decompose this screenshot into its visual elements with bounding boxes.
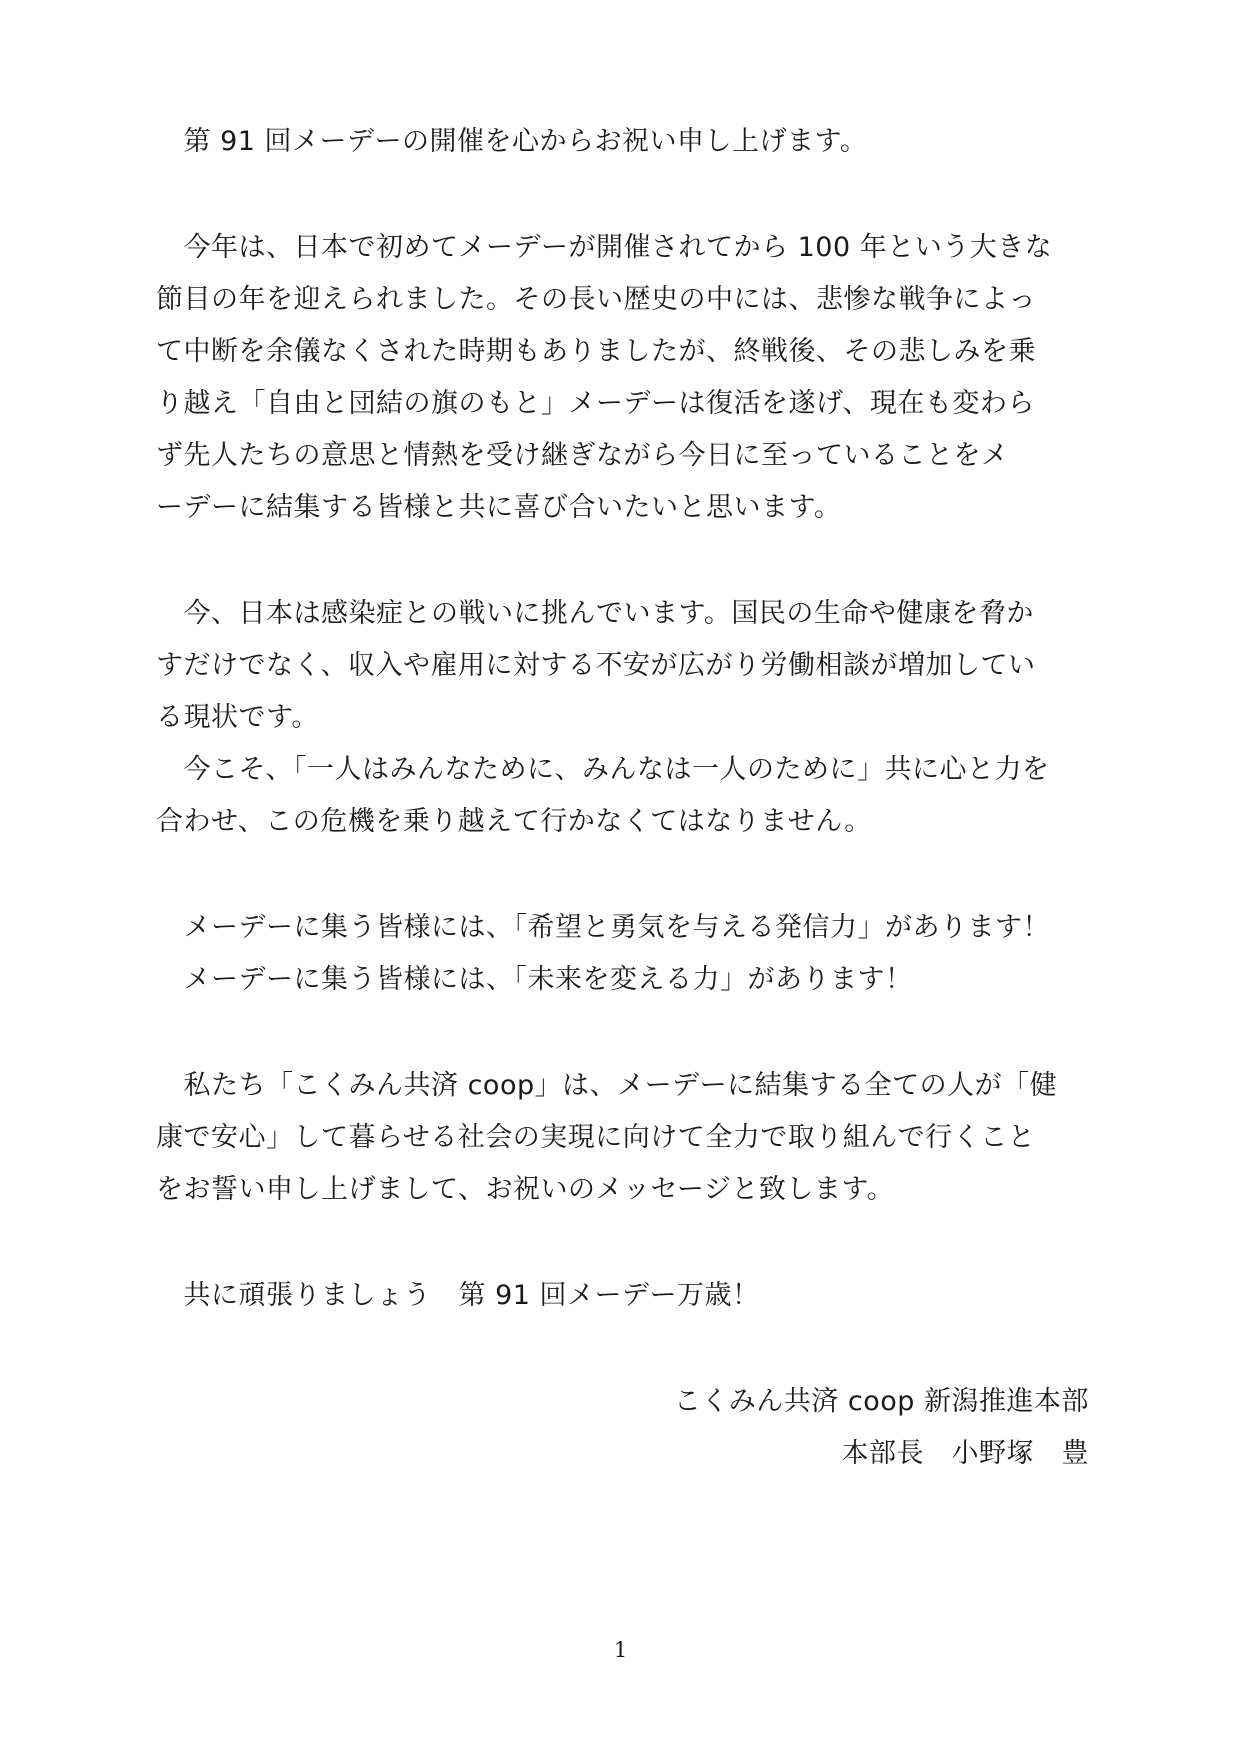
paragraph-history-line-2: 節目の年を迎えられました。その長い歴史の中には、悲惨な戦争によっ [156,284,1036,315]
paragraph-pandemic-line-2: すだけでなく、収入や雇用に対する不安が広がり労働相談が増加してい [156,650,1036,681]
paragraph-pledge-line-1: 私たち「こくみん共済 coop」は、メーデーに結集する全ての人が「健 [156,1070,1058,1101]
signature-organization: こくみん共済 coop 新潟推進本部 [673,1386,1089,1417]
message-power-line-2: メーデーに集う皆様には、「未来を変える力」があります！ [156,964,913,995]
paragraph-history-line-6: ーデーに結集する皆様と共に喜び合いたいと思います。 [156,492,842,523]
signature-name: 本部長 小野塚 豊 [841,1438,1089,1469]
greeting-line: 第 91 回メーデーの開催を心からお祝い申し上げます。 [156,126,868,157]
paragraph-pandemic-line-1: 今、日本は感染症との戦いに挑んでいます。国民の生命や健康を脅か [156,598,1034,629]
paragraph-history-line-3: て中断を余儀なくされた時期もありましたが、終戦後、その悲しみを乗 [156,336,1036,367]
page-number: 1 [613,1638,628,1662]
message-power-line-1: メーデーに集う皆様には、「希望と勇気を与える発信力」があります！ [156,912,1050,943]
paragraph-pledge-line-2: 康で安心」して暮らせる社会の実現に向けて全力で取り組んで行くこと [156,1122,1036,1153]
paragraph-history-line-4: り越え「自由と団結の旗のもと」メーデーは復活を遂げ、現在も変わら [156,388,1035,419]
closing-cheer: 共に頑張りましょう 第 91 回メーデー万歳！ [156,1280,760,1311]
paragraph-solidarity-line-1: 今こそ、「一人はみんなために、みんなは一人のために」共に心と力を [156,754,1050,785]
paragraph-history-line-5: ず先人たちの意思と情熱を受け継ぎながら今日に至っていることをメ [156,440,1009,471]
paragraph-pledge-line-3: をお誓い申し上げまして、お祝いのメッセージと致します。 [156,1174,895,1205]
paragraph-solidarity-line-2: 合わせ、この危機を乗り越えて行かなくてはなりません。 [156,806,872,837]
paragraph-history-line-1: 今年は、日本で初めてメーデーが開催されてから 100 年という大きな [156,232,1053,263]
paragraph-pandemic-line-3: る現状です。 [156,702,319,733]
